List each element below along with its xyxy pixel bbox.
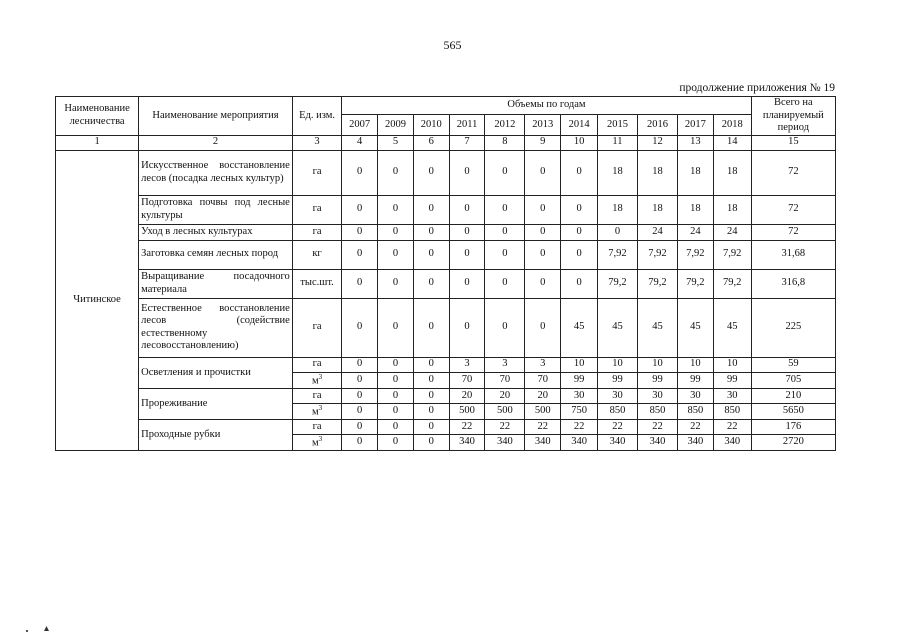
value-cell: 22 xyxy=(677,419,713,434)
unit-label: га xyxy=(312,358,322,370)
value-cell: 18 xyxy=(713,195,751,224)
value-cell: 24 xyxy=(637,224,677,240)
unit-cell xyxy=(292,372,341,388)
value-cell: 22 xyxy=(561,419,598,434)
table-row xyxy=(56,269,836,298)
total-cell: 225 xyxy=(751,298,835,357)
value-cell: 0 xyxy=(525,224,561,240)
year-header-2016: 2016 xyxy=(637,115,677,136)
value-cell: 79,2 xyxy=(713,269,751,298)
value-cell: 500 xyxy=(525,403,561,419)
unit-cell: га xyxy=(292,150,341,195)
year-header-2012: 2012 xyxy=(485,115,525,136)
value-cell: 30 xyxy=(598,388,638,403)
table-row xyxy=(56,150,836,195)
value-cell: 22 xyxy=(485,419,525,434)
value-cell: 0 xyxy=(413,434,449,450)
value-cell: 0 xyxy=(413,150,449,195)
unit-cell: га xyxy=(292,224,341,240)
value-cell: 0 xyxy=(378,419,414,434)
unit-cell: кг xyxy=(292,240,341,269)
value-cell: 18 xyxy=(713,150,751,195)
value-cell: 3 xyxy=(525,357,561,372)
total-cell: 31,68 xyxy=(751,240,835,269)
value-cell: 0 xyxy=(342,357,378,372)
value-cell: 0 xyxy=(485,224,525,240)
header-forestry: Наименование лесничества xyxy=(56,97,139,136)
value-cell: 0 xyxy=(561,240,598,269)
value-cell: 30 xyxy=(677,388,713,403)
value-cell: 79,2 xyxy=(677,269,713,298)
value-cell: 24 xyxy=(713,224,751,240)
value-cell: 0 xyxy=(449,150,485,195)
column-number: 12 xyxy=(637,135,677,150)
activity-name: Искусственное восстановление лесов (посадка лесных культур) xyxy=(139,150,293,195)
value-cell: 45 xyxy=(561,298,598,357)
value-cell: 500 xyxy=(449,403,485,419)
value-cell: 0 xyxy=(413,372,449,388)
unit-cell: га xyxy=(292,195,341,224)
unit-label: м xyxy=(311,406,319,418)
value-cell: 20 xyxy=(525,388,561,403)
activity-name: Заготовка семян лесных пород xyxy=(139,240,293,269)
activity-name: Выращивание посадочного материала xyxy=(139,269,293,298)
value-cell: 0 xyxy=(378,403,414,419)
value-cell: 22 xyxy=(598,419,638,434)
total-cell: 176 xyxy=(751,419,835,434)
activity-name: Проходные рубки xyxy=(139,419,293,450)
value-cell: 0 xyxy=(413,240,449,269)
value-cell: 7,92 xyxy=(677,240,713,269)
total-cell: 59 xyxy=(751,357,835,372)
value-cell: 7,92 xyxy=(713,240,751,269)
year-header-2010: 2010 xyxy=(413,115,449,136)
value-cell: 22 xyxy=(449,419,485,434)
volumes-table xyxy=(55,96,836,451)
value-cell: 0 xyxy=(413,298,449,357)
total-cell: 705 xyxy=(751,372,835,388)
value-cell: 70 xyxy=(485,372,525,388)
activity-name: Подготовка почвы под лесные культуры xyxy=(139,195,293,224)
value-cell: 340 xyxy=(561,434,598,450)
value-cell: 30 xyxy=(713,388,751,403)
value-cell: 0 xyxy=(342,372,378,388)
column-number: 11 xyxy=(598,135,638,150)
value-cell: 340 xyxy=(637,434,677,450)
value-cell: 0 xyxy=(449,298,485,357)
activity-name: Осветления и прочистки xyxy=(139,357,293,388)
value-cell: 850 xyxy=(598,403,638,419)
value-cell: 340 xyxy=(525,434,561,450)
value-cell: 0 xyxy=(342,150,378,195)
column-number: 13 xyxy=(677,135,713,150)
value-cell: 18 xyxy=(637,195,677,224)
table-row xyxy=(56,298,836,357)
column-number: 7 xyxy=(449,135,485,150)
value-cell: 10 xyxy=(713,357,751,372)
value-cell: 0 xyxy=(449,240,485,269)
value-cell: 0 xyxy=(342,388,378,403)
value-cell: 0 xyxy=(449,224,485,240)
unit-cell xyxy=(292,419,341,434)
value-cell: 45 xyxy=(713,298,751,357)
value-cell: 18 xyxy=(598,195,638,224)
value-cell: 340 xyxy=(713,434,751,450)
value-cell: 340 xyxy=(449,434,485,450)
value-cell: 18 xyxy=(598,150,638,195)
header-unit: Ед. изм. xyxy=(292,97,341,136)
value-cell: 0 xyxy=(561,224,598,240)
unit-superscript: 3 xyxy=(318,434,323,443)
unit-cell: тыс.шт. xyxy=(292,269,341,298)
column-number: 10 xyxy=(561,135,598,150)
table-row xyxy=(56,224,836,240)
value-cell: 0 xyxy=(413,224,449,240)
value-cell: 0 xyxy=(485,269,525,298)
column-number: 14 xyxy=(713,135,751,150)
value-cell: 0 xyxy=(413,195,449,224)
activity-name: Прореживание xyxy=(139,388,293,419)
value-cell: 0 xyxy=(413,419,449,434)
value-cell: 0 xyxy=(378,434,414,450)
value-cell: 20 xyxy=(449,388,485,403)
year-header-2018: 2018 xyxy=(713,115,751,136)
column-number: 15 xyxy=(751,135,835,150)
appendix-note: продолжение приложения № 19 xyxy=(679,82,835,94)
unit-label: м xyxy=(311,375,319,387)
value-cell: 10 xyxy=(561,357,598,372)
table-row xyxy=(56,419,836,434)
total-cell: 72 xyxy=(751,150,835,195)
value-cell: 10 xyxy=(598,357,638,372)
value-cell: 18 xyxy=(677,195,713,224)
unit-superscript: 3 xyxy=(318,403,323,412)
activity-name: Естественное восстановление лесов (содействие естественному лесовосстановлению) xyxy=(139,298,293,357)
value-cell: 45 xyxy=(677,298,713,357)
value-cell: 0 xyxy=(378,195,414,224)
value-cell: 10 xyxy=(677,357,713,372)
column-number: 2 xyxy=(139,135,293,150)
unit-cell xyxy=(292,434,341,450)
value-cell: 0 xyxy=(378,388,414,403)
value-cell: 99 xyxy=(561,372,598,388)
value-cell: 0 xyxy=(378,150,414,195)
value-cell: 18 xyxy=(637,150,677,195)
year-header-2014: 2014 xyxy=(561,115,598,136)
value-cell: 0 xyxy=(342,434,378,450)
value-cell: 0 xyxy=(561,195,598,224)
value-cell: 0 xyxy=(413,403,449,419)
value-cell: 0 xyxy=(449,195,485,224)
value-cell: 20 xyxy=(485,388,525,403)
value-cell: 500 xyxy=(485,403,525,419)
value-cell: 3 xyxy=(485,357,525,372)
total-cell: 5650 xyxy=(751,403,835,419)
value-cell: 7,92 xyxy=(598,240,638,269)
value-cell: 0 xyxy=(485,150,525,195)
value-cell: 0 xyxy=(342,403,378,419)
activity-name: Уход в лесных культурах xyxy=(139,224,293,240)
value-cell: 0 xyxy=(525,240,561,269)
unit-label: га xyxy=(312,389,322,401)
value-cell: 30 xyxy=(561,388,598,403)
value-cell: 45 xyxy=(598,298,638,357)
year-header-2011: 2011 xyxy=(449,115,485,136)
value-cell: 0 xyxy=(485,298,525,357)
value-cell: 0 xyxy=(342,419,378,434)
year-header-2017: 2017 xyxy=(677,115,713,136)
value-cell: 0 xyxy=(378,298,414,357)
header-volumes: Объемы по годам xyxy=(342,97,751,115)
table-row xyxy=(56,240,836,269)
column-number: 5 xyxy=(378,135,414,150)
value-cell: 340 xyxy=(598,434,638,450)
column-number: 8 xyxy=(485,135,525,150)
value-cell: 10 xyxy=(637,357,677,372)
value-cell: 3 xyxy=(449,357,485,372)
value-cell: 0 xyxy=(342,298,378,357)
value-cell: 99 xyxy=(598,372,638,388)
unit-cell: га xyxy=(292,298,341,357)
value-cell: 18 xyxy=(677,150,713,195)
value-cell: 850 xyxy=(677,403,713,419)
value-cell: 340 xyxy=(485,434,525,450)
value-cell: 0 xyxy=(342,240,378,269)
unit-cell xyxy=(292,388,341,403)
page-number: 565 xyxy=(443,38,462,52)
value-cell: 0 xyxy=(342,269,378,298)
unit-cell xyxy=(292,403,341,419)
value-cell: 0 xyxy=(378,357,414,372)
value-cell: 0 xyxy=(413,357,449,372)
value-cell: 22 xyxy=(525,419,561,434)
value-cell: 0 xyxy=(413,388,449,403)
table-row xyxy=(56,195,836,224)
column-number: 6 xyxy=(413,135,449,150)
value-cell: 70 xyxy=(449,372,485,388)
table-row xyxy=(56,357,836,372)
total-cell: 2720 xyxy=(751,434,835,450)
unit-label: м xyxy=(311,437,319,449)
value-cell: 850 xyxy=(637,403,677,419)
value-cell: 0 xyxy=(378,240,414,269)
year-header-2009: 2009 xyxy=(378,115,414,136)
value-cell: 0 xyxy=(485,195,525,224)
value-cell: 0 xyxy=(525,150,561,195)
value-cell: 0 xyxy=(378,372,414,388)
value-cell: 850 xyxy=(713,403,751,419)
unit-label: га xyxy=(312,420,322,432)
year-header-2007: 2007 xyxy=(342,115,378,136)
value-cell: 22 xyxy=(637,419,677,434)
value-cell: 0 xyxy=(449,269,485,298)
value-cell: 7,92 xyxy=(637,240,677,269)
total-cell: 72 xyxy=(751,195,835,224)
value-cell: 750 xyxy=(561,403,598,419)
value-cell: 0 xyxy=(413,269,449,298)
value-cell: 340 xyxy=(677,434,713,450)
header-total: Всего на планируемый период xyxy=(751,97,835,136)
value-cell: 0 xyxy=(525,298,561,357)
value-cell: 22 xyxy=(713,419,751,434)
value-cell: 0 xyxy=(561,150,598,195)
year-header-2013: 2013 xyxy=(525,115,561,136)
forestry-name: Читинское xyxy=(56,150,139,450)
value-cell: 70 xyxy=(525,372,561,388)
value-cell: 79,2 xyxy=(637,269,677,298)
value-cell: 79,2 xyxy=(598,269,638,298)
value-cell: 0 xyxy=(525,269,561,298)
column-number: 1 xyxy=(56,135,139,150)
unit-cell xyxy=(292,357,341,372)
value-cell: 0 xyxy=(378,224,414,240)
value-cell: 99 xyxy=(713,372,751,388)
value-cell: 0 xyxy=(485,240,525,269)
header-activity: Наименование мероприятия xyxy=(139,97,293,136)
value-cell: 30 xyxy=(637,388,677,403)
value-cell: 0 xyxy=(598,224,638,240)
value-cell: 0 xyxy=(342,195,378,224)
column-number: 4 xyxy=(342,135,378,150)
value-cell: 0 xyxy=(525,195,561,224)
value-cell: 24 xyxy=(677,224,713,240)
value-cell: 99 xyxy=(637,372,677,388)
scan-mark xyxy=(44,626,49,631)
value-cell: 0 xyxy=(561,269,598,298)
year-header-2015: 2015 xyxy=(598,115,638,136)
value-cell: 99 xyxy=(677,372,713,388)
column-number: 3 xyxy=(292,135,341,150)
value-cell: 0 xyxy=(378,269,414,298)
value-cell: 45 xyxy=(637,298,677,357)
total-cell: 316,8 xyxy=(751,269,835,298)
total-cell: 72 xyxy=(751,224,835,240)
total-cell: 210 xyxy=(751,388,835,403)
unit-superscript: 3 xyxy=(318,372,323,381)
table-row xyxy=(56,388,836,403)
column-number: 9 xyxy=(525,135,561,150)
value-cell: 0 xyxy=(342,224,378,240)
scan-dot xyxy=(26,630,28,632)
